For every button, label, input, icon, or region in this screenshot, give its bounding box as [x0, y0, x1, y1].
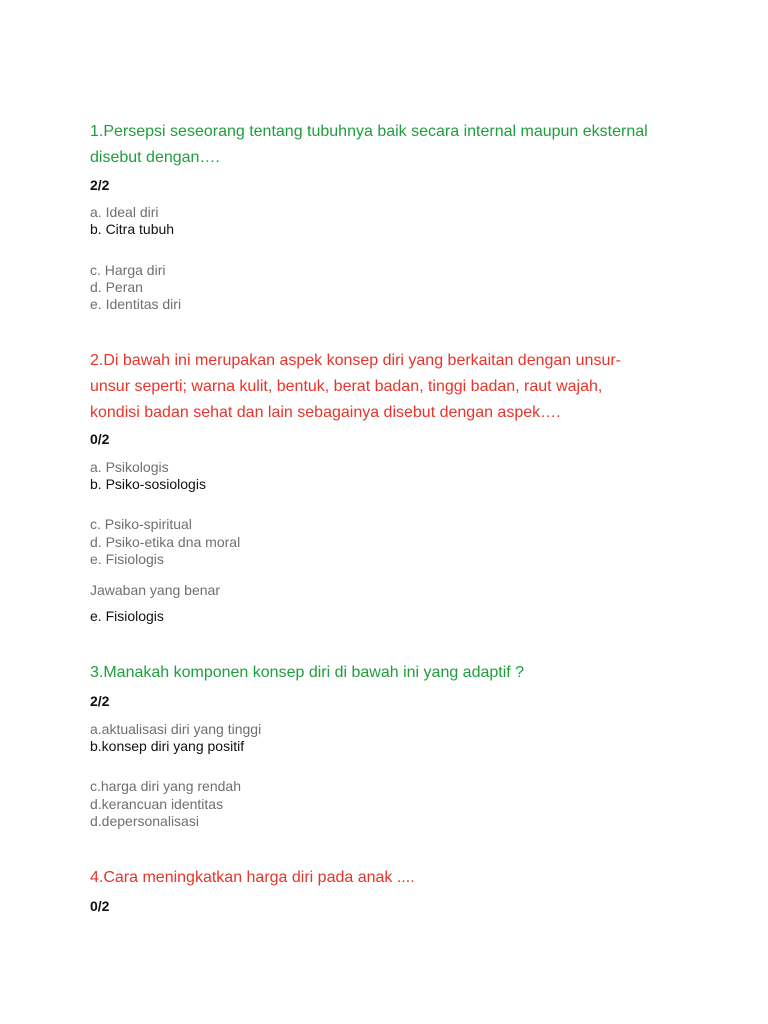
question-3-option-a: a.aktualisasi diri yang tinggi	[90, 721, 262, 737]
question-2-option-d: d. Psiko-etika dna moral	[90, 534, 241, 550]
question-2-option-b-selected: b. Psiko-sosiologis	[90, 476, 206, 492]
question-1-score: 2/2	[90, 177, 110, 193]
question-1-option-c: c. Harga diri	[90, 262, 166, 278]
question-3-option-c: c.harga diri yang rendah	[90, 778, 241, 794]
question-2-option-e: e. Fisiologis	[90, 551, 164, 567]
question-2-score: 0/2	[90, 431, 110, 447]
question-4-score: 0/2	[90, 898, 110, 914]
question-1-option-e: e. Identitas diri	[90, 296, 182, 312]
question-3-option-d2: d.depersonalisasi	[90, 813, 199, 829]
question-3-score: 2/2	[90, 693, 110, 709]
question-1-text: 1.Persepsi seseorang tentang tubuhnya baik secara internal maupun eksternal disebut dengan….	[90, 123, 648, 166]
question-2-text: 2.Di bawah ini merupakan aspek konsep diri yang berkaitan dengan unsur-unsur seperti; warna kulit, bentuk, berat badan, tinggi badan, raut wajah, kondisi badan sehat dan lain sebagainya disebut dengan aspek….	[90, 352, 621, 421]
question-4-text: 4.Cara meningkatkan harga diri pada anak ....	[90, 869, 415, 886]
question-3-option-b-selected: b.konsep diri yang positif	[90, 738, 245, 754]
question-3-option-d: d.kerancuan identitas	[90, 796, 224, 812]
question-1-option-a: a. Ideal diri	[90, 204, 159, 220]
question-2-option-a: a. Psikologis	[90, 459, 169, 475]
question-1-option-b-selected: b. Citra tubuh	[90, 221, 175, 237]
correct-answer-label: Jawaban yang benar	[90, 582, 220, 598]
correct-answer-value: e. Fisiologis	[90, 608, 164, 624]
question-2-option-c: c. Psiko-spiritual	[90, 516, 192, 532]
question-3-text: 3.Manakah komponen konsep diri di bawah ini yang adaptif ?	[90, 664, 525, 681]
question-1-option-d: d. Peran	[90, 279, 143, 295]
